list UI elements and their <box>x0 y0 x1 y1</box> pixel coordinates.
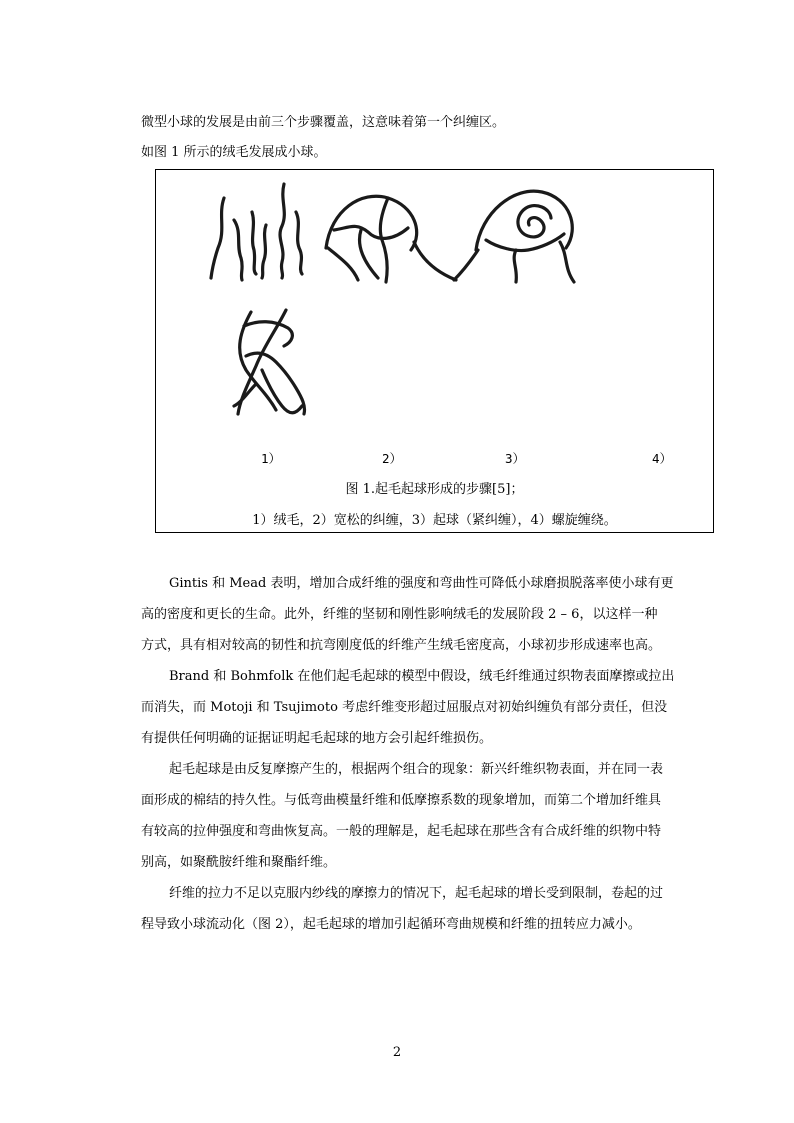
stage-3-pill-sketch <box>454 191 574 282</box>
figure-caption-title: 图 1.起毛起球形成的步骤[5]； <box>345 482 524 497</box>
body-line: 起毛起球是由反复摩擦产生的，根据两个组合的现象：新兴纤维织物表面，并在同一表 <box>169 762 664 777</box>
page-number: 2 <box>392 1045 402 1060</box>
stage-4-spiral-sketch <box>234 310 305 414</box>
body-line: 纤维的拉力不足以克服内纱线的摩擦力的情况下，起毛起球的增长受到限制，卷起的过 <box>169 886 664 901</box>
figure-caption-description: 1）绒毛，2）宽松的纠缠，3）起球（紧纠缠），4）螺旋缠绕。 <box>252 513 617 528</box>
body-line: 方式，具有相对较高的韧性和抗弯刚度低的纤维产生绒毛密度高，小球初步形成速率也高。 <box>141 638 662 653</box>
body-line: 有较高的拉伸强度和弯曲恢复高。一般的理解是，起毛起球在那些含有合成纤维的织物中特 <box>141 824 662 839</box>
figure-label-3: 3） <box>505 451 526 466</box>
intro-line-1: 微型小球的发展是由前三个步骤覆盖，这意味着第一个纠缠区。 <box>141 115 506 130</box>
figure-label-1: 1） <box>261 451 282 466</box>
body-line: 而消失，而 Motoji 和 Tsujimoto 考虑纤维变形超过屈服点对初始纠缠负有部分责任，但没 <box>141 700 668 715</box>
body-line: 有提供任何明确的证据证明起毛起球的地方会引起纤维损伤。 <box>141 731 493 746</box>
stage-2-loose-entanglement-sketch <box>326 196 456 282</box>
figure-label-2: 2） <box>382 451 403 466</box>
intro-line-2: 如图 1 所示的绒毛发展成小球。 <box>141 145 327 160</box>
body-line: Gintis 和 Mead 表明，增加合成纤维的强度和弯曲性可降低小球磨损脱落率使小球有更 <box>169 576 674 591</box>
stage-1-fuzz-sketch <box>211 184 302 280</box>
figure-label-4: 4） <box>652 451 673 466</box>
body-line: 别高，如聚酰胺纤维和聚酯纤维。 <box>141 855 337 870</box>
body-line: 面形成的棉结的持久性。与低弯曲模量纤维和低摩擦系数的现象增加，而第二个增加纤维具 <box>141 793 662 808</box>
pilling-stages-drawing <box>156 170 715 430</box>
body-line: 高的密度和更长的生命。此外，纤维的坚韧和刚性影响绒毛的发展阶段 2 – 6，以这样一种 <box>141 607 658 622</box>
figure-1 <box>155 169 714 533</box>
body-line: 程导致小球流动化（图 2），起毛起球的增加引起循环弯曲规模和纤维的扭转应力减小。 <box>141 917 641 932</box>
body-line: Brand 和 Bohmfolk 在他们起毛起球的模型中假设，绒毛纤维通过织物表面摩擦或拉出 <box>169 669 675 684</box>
